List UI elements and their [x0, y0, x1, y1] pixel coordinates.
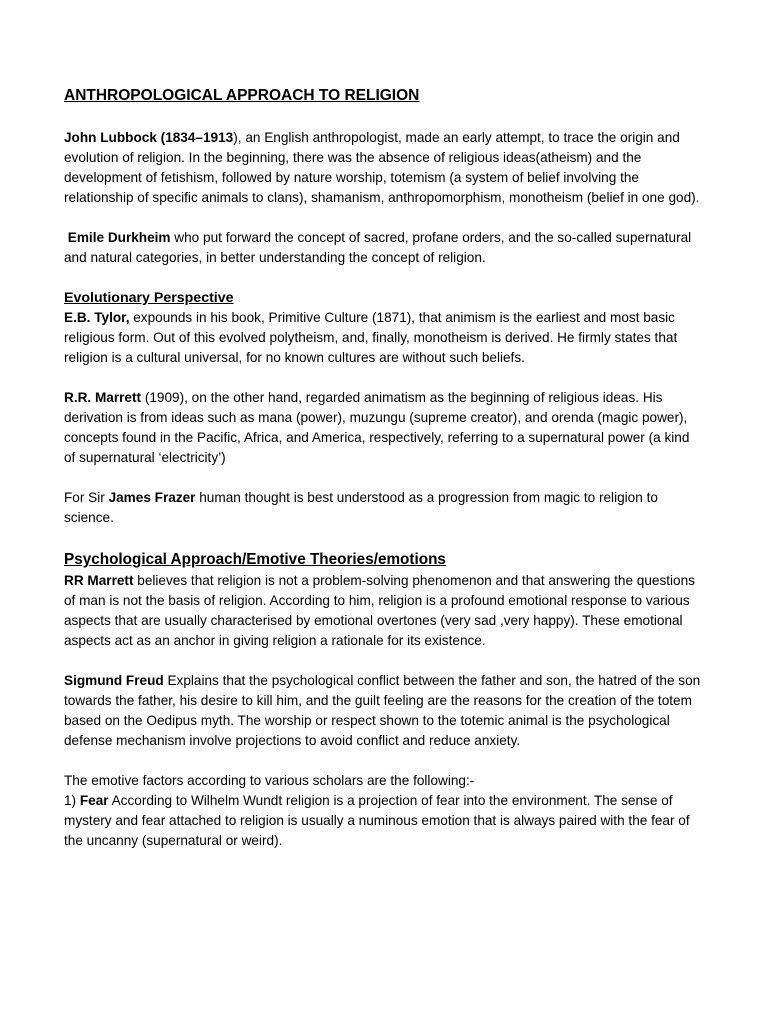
- tylor-text: expounds in his book, Primitive Culture (1871), that animism is the earliest and most basic religious form. Out of this evolved polytheism, and, finally, monotheism is derived. He firmly states that religion is a cultural universal, for no known cultures are without such beliefs.: [64, 310, 678, 365]
- freud-paragraph: [64, 671, 704, 751]
- rr-marrett-paragraph: [64, 388, 704, 468]
- lubbock-text: ), an English anthropologist, made an early attempt, to trace the origin and evolution of religion. In the beginning, there was the absence of religious ideas(atheism) and the development of fetishism, followed by nature worship, totemism (a system of belief involving the relationship of specific animals to clans), shamanism, anthropomorphism, monotheism (belief in one god).: [64, 130, 700, 205]
- marrett-emotive-paragraph: [64, 571, 704, 651]
- durkheim-name: Emile Durkheim: [67, 230, 171, 245]
- tylor-name: E.B. Tylor,: [64, 310, 130, 325]
- freud-name: Sigmund Freud: [64, 673, 164, 688]
- frazer-text: human thought is best understood as a progression from magic to religion to science.: [64, 490, 658, 525]
- durkheim-paragraph: [64, 228, 704, 268]
- marrett-emotive-text: believes that religion is not a problem-solving phenomenon and that answering the questions of man is not the basis of religion. According to him, religion is a profound emotional response to various aspects that are usually characterised by emotional overtones (very sad ,very happy). These emotional aspects act as an anchor in giving religion a rationale for its existence.: [64, 573, 695, 648]
- frazer-name: James Frazer: [108, 490, 196, 505]
- frazer-paragraph: [64, 488, 704, 528]
- fear-name: Fear: [79, 793, 109, 808]
- rr-marrett-text: (1909), on the other hand, regarded animatism as the beginning of religious ideas. His derivation is from ideas such as mana (power), muzungu (supreme creator), and orenda (magic power), concepts found in the Pacific, Africa, and America, respectively, referring to a supernatural power (a kind of supernatural ‘electricity’): [64, 390, 690, 465]
- tylor-paragraph: [64, 308, 704, 368]
- rr-marrett-name: R.R. Marrett: [64, 390, 142, 405]
- durkheim-text: who put forward the concept of sacred, profane orders, and the so-called supernatural and natural categories, in better understanding the concept of religion.: [64, 230, 692, 265]
- emotive-factors-intro: The emotive factors according to various scholars are the following:-: [64, 773, 475, 788]
- fear-paragraph: [64, 791, 704, 851]
- evolutionary-heading: Evolutionary Perspective: [64, 290, 234, 306]
- fear-number: 1): [64, 793, 80, 808]
- lubbock-paragraph: [64, 128, 704, 208]
- psychological-heading: Psychological Approach/Emotive Theories/emotions: [64, 551, 446, 568]
- marrett-emotive-name: RR Marrett: [64, 573, 134, 588]
- document-title: ANTHROPOLOGICAL APPROACH TO RELIGION: [64, 87, 420, 104]
- fear-text: According to Wilhelm Wundt religion is a projection of fear into the environment. The sense of mystery and fear attached to religion is usually a numinous emotion that is always paired with the fear of the uncanny (supernatural or weird).: [64, 793, 690, 848]
- freud-text: Explains that the psychological conflict between the father and son, the hatred of the son towards the father, his desire to kill him, and the guilt feeling are the reasons for the creation of the totem based on the Oedipus myth. The worship or respect shown to the totemic animal is the psychological defense mechanism involve projections to avoid conflict and reduce anxiety.: [64, 673, 701, 748]
- lubbock-name: John Lubbock (1834–1913: [64, 130, 234, 145]
- frazer-prefix: For Sir: [64, 490, 109, 505]
